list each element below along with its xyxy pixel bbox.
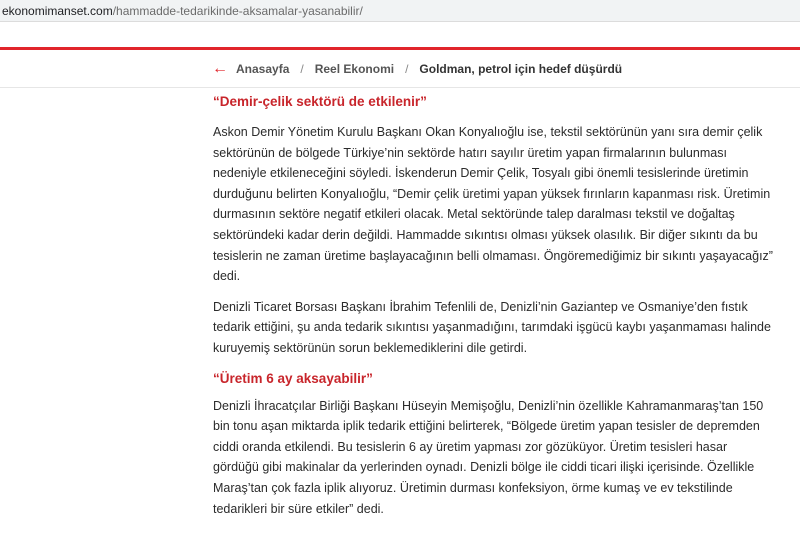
breadcrumb-home-link[interactable]: Anasayfa	[236, 62, 290, 76]
article-subheading-production: “Üretim 6 ay aksayabilir”	[213, 370, 373, 386]
url-domain: ekonomimanset.com	[2, 4, 113, 18]
breadcrumb-separator: /	[405, 62, 409, 76]
article-subheading-steel: “Demir-çelik sektörü de etkilenir”	[213, 94, 427, 109]
article-paragraph: Denizli İhracatçılar Birliği Başkanı Hüseyin Memişoğlu, Denizli’nin özellikle Kahramanmaraş’tan 150 bin tonu aşan miktarda iplik tedarik ettiğini belirterek, “Bölgede üretim yapan tesisler de depremden ciddi oranda etkilendi. Bu tesislerin 6 ay üretim yapması zor gözüküyor. Üretim tesisleri hasar gördüğü gibi makinalar da yerlerinden oynadı. Denizli bölge ile ciddi ticari ilişki içerisinde. Özellikle Maraş’tan çok fazla iplik alıyoruz. Üretimin durması konfeksiyon, örme kumaş ve ev tekstilinde tedarikleri bir süre etkiler” dedi.	[213, 398, 764, 516]
article-paragraph: Askon Demir Yönetim Kurulu Başkanı Okan Konyalıoğlu ise, tekstil sektörünün yanı sıra demir çelik sektörünün de bölgede Türkiye’nin sektörde hatırı sayılır üretim yapan firmalarının bulunması nedeniyle etkileneceğini söyledi. İskenderun Demir Çelik, Tosyalı gibi önemli tesislerinde üretimin durduğunu belirten Konyalıoğlu, “Demir çelik üretimi yapan yüksek fırınların kapanması risk. Üretimin durmasının sektöre negatif etkileri olacak. Metal sektöründe talep daralması tekstil ve doğaltaş sektöründeki kadar derin değildi. Hammadde sıkıntısı olması yüksek olasılık. Bir diğer sıkıntı da bu tesislerin ne zaman üretime başlayacağının belli olmaması. Öngöremediğimiz bir sıkıntı yaşayacağız” dedi.	[213, 125, 773, 284]
arrow-left-icon[interactable]: ←	[212, 60, 228, 77]
address-bar[interactable]	[0, 0, 800, 22]
breadcrumb-current-link[interactable]: Goldman, petrol için hedef düşürdü	[419, 62, 623, 76]
breadcrumb	[0, 51, 800, 88]
breadcrumb-separator: /	[300, 62, 304, 76]
article-body	[213, 92, 773, 519]
breadcrumb-category-link[interactable]: Reel Ekonomi	[314, 62, 395, 76]
article-paragraph: Denizli Ticaret Borsası Başkanı İbrahim Tefenlili de, Denizli’nin Gaziantep ve Osmaniye’den fıstık tedarik ettiğini, şu anda tedarik sıkıntısı yaşanmadığını, tarımdaki işgücü kaybı yaşanmaması halinde kuruyemiş sektörünün sorun beklemediklerini dile getirdi.	[213, 299, 771, 355]
url-path: /hammadde-tedarikinde-aksamalar-yasanabilir/	[112, 4, 363, 18]
header-accent-line	[0, 47, 800, 50]
